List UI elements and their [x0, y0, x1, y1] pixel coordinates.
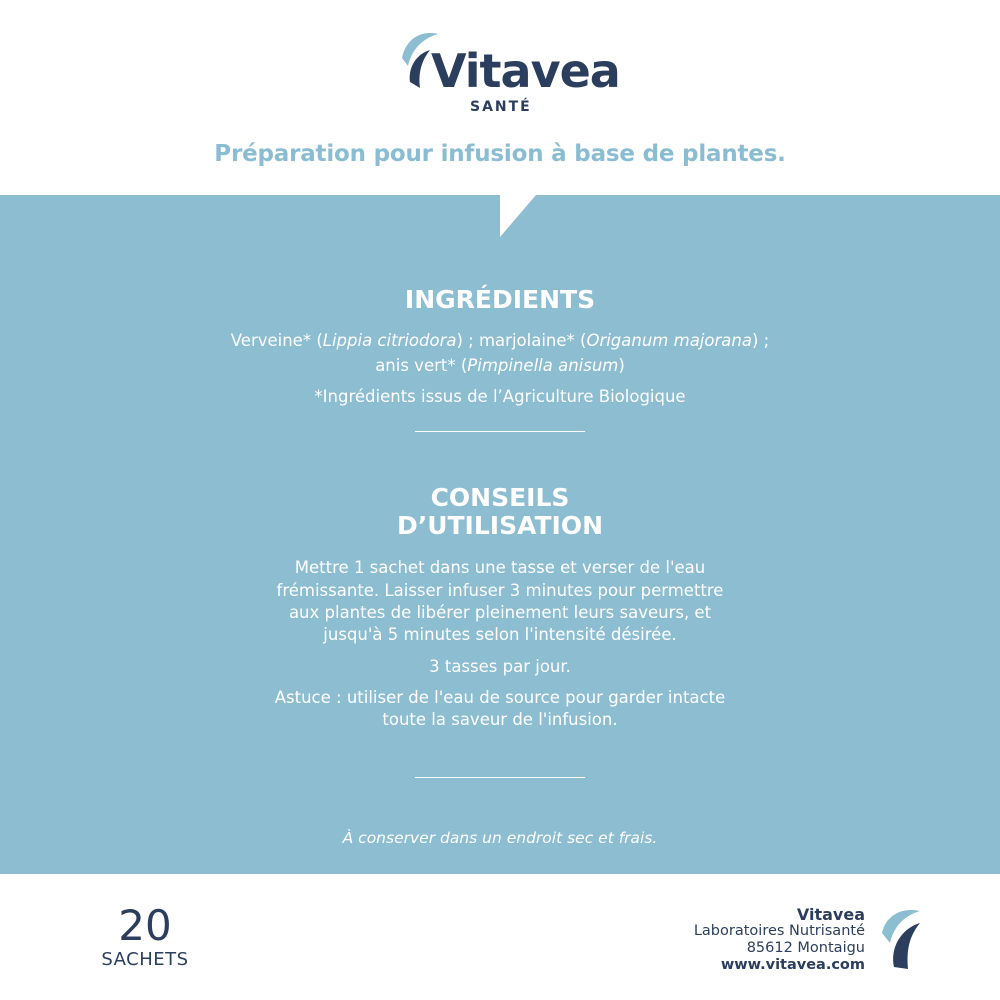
sachet-count [95, 901, 195, 970]
tagline: Préparation pour infusion à base de plantes. [214, 141, 786, 167]
brand-name: Vitavea [431, 44, 620, 98]
company-info [694, 906, 865, 974]
usage-line-4: jusqu'à 5 minutes selon l'intensité désirée. [323, 625, 677, 644]
tip-line-2: toute la saveur de l'infusion. [382, 710, 618, 729]
ingredients-title: INGRÉDIENTS [404, 285, 596, 314]
ingredients-line-1 [0, 329, 1000, 352]
usage-line-2: frémissante. Laisser infuser 3 minutes pour permettre [276, 581, 724, 600]
company-name: Vitavea [796, 905, 865, 924]
storage-note: À conserver dans un endroit sec et frais. [342, 829, 658, 847]
ingredient-text: Verveine* ( [230, 331, 323, 350]
usage-title-line-1: CONSEILS [430, 483, 570, 512]
count-number: 20 [118, 901, 172, 950]
company-lab: Laboratoires Nutrisanté [693, 923, 865, 939]
ingredient-latin: Origanum majorana [586, 331, 752, 350]
speech-notch [500, 195, 536, 239]
tip-line-1: Astuce : utiliser de l'eau de source pour garder intacte [274, 688, 726, 707]
ingredient-latin: Lippia citriodora [322, 331, 457, 350]
company-website: www.vitavea.com [720, 957, 865, 973]
ingredient-text: ) ; [751, 331, 770, 350]
ingredient-text: ) ; marjolaine* ( [456, 331, 587, 350]
ingredient-latin: Pimpinella anisum [467, 356, 619, 375]
usage-line-1: Mettre 1 sachet dans une tasse et verser de l'eau [294, 558, 706, 577]
ingredient-text: ) [618, 356, 625, 375]
dosage: 3 tasses par jour. [429, 657, 571, 676]
usage-line-3: aux plantes de libérer pleinement leurs saveurs, et [288, 603, 712, 622]
company-address: 85612 Montaigu [746, 940, 865, 956]
brand-logo [398, 26, 620, 116]
organic-note: *Ingrédients issus de l’Agriculture Biologique [314, 387, 686, 406]
ingredients-line-2 [0, 354, 1000, 377]
ingredient-text: anis vert* ( [375, 356, 468, 375]
divider [415, 431, 585, 432]
count-unit: SACHETS [101, 949, 189, 970]
divider [415, 777, 585, 778]
brand-subtitle: SANTÉ [470, 99, 532, 115]
usage-title-line-2: D’UTILISATION [396, 511, 604, 540]
leaf-mark-icon [880, 905, 932, 971]
